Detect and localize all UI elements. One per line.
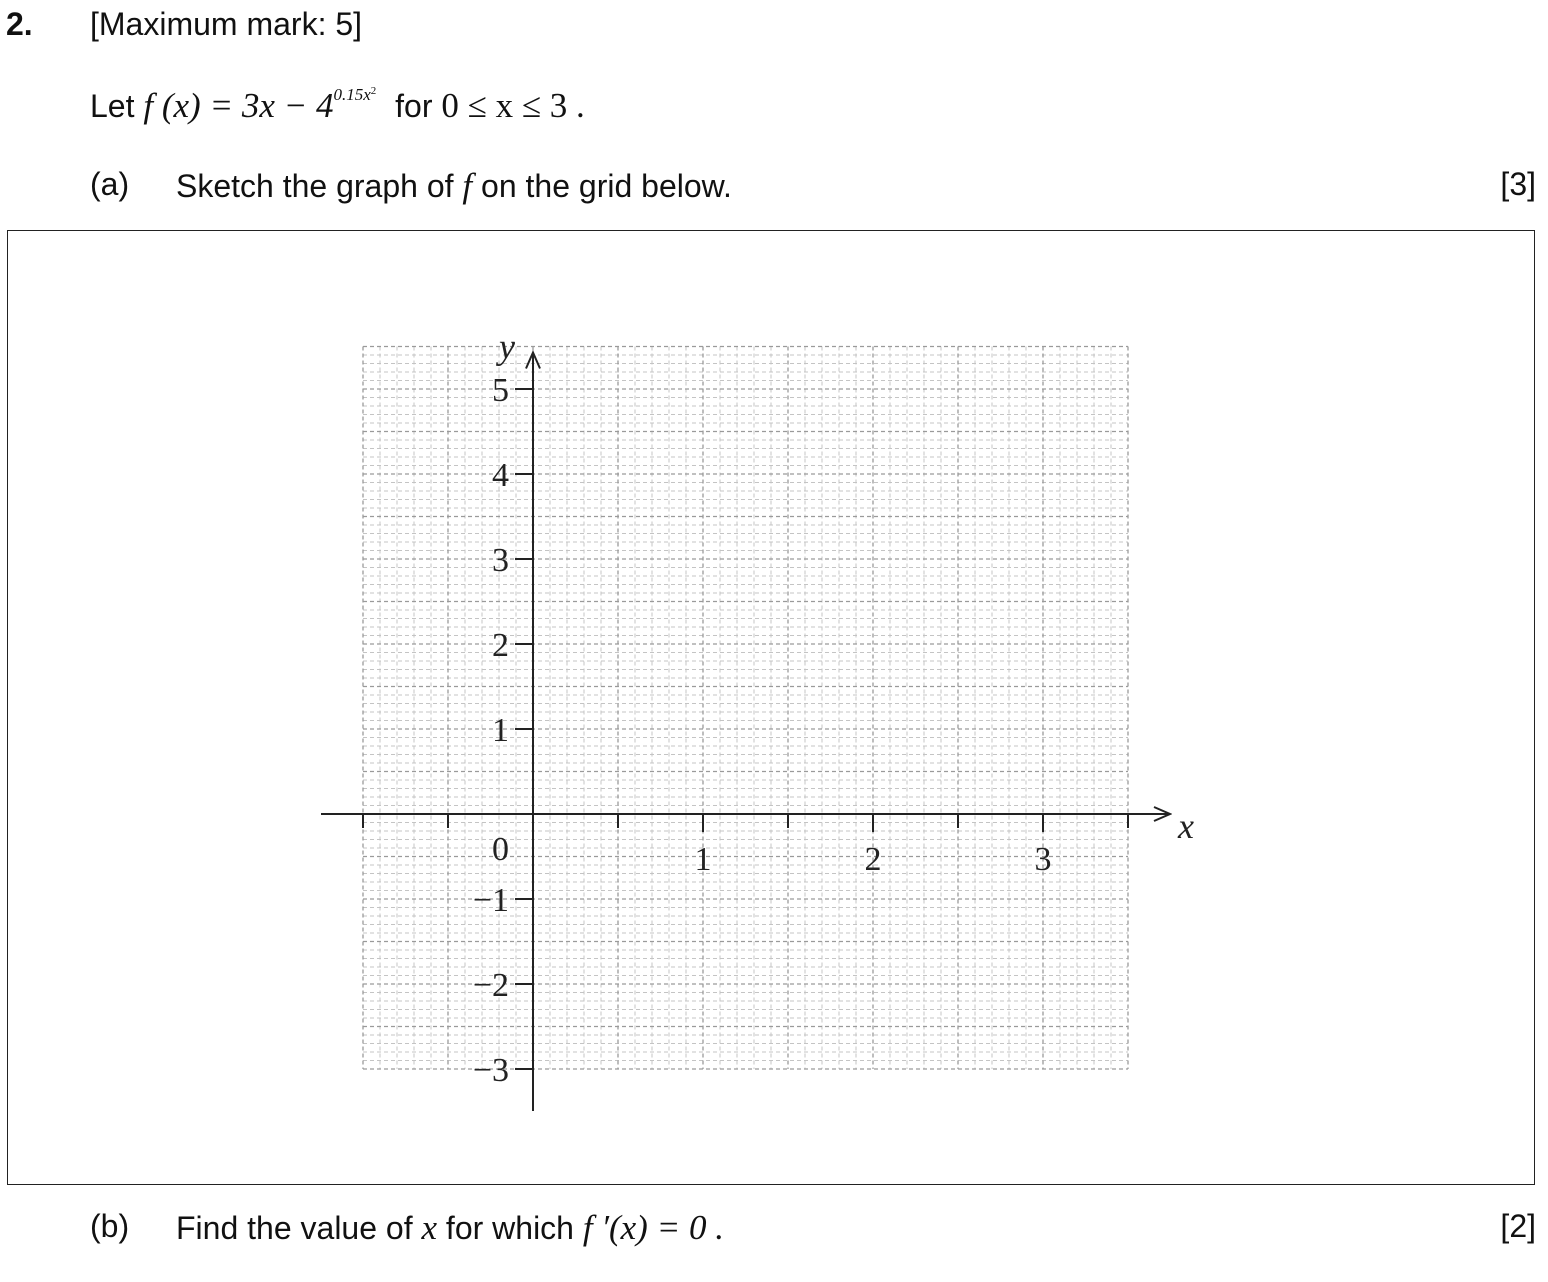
x-tick-label: 3 xyxy=(1034,841,1052,878)
exponent-power: 2 xyxy=(370,85,377,98)
y-tick-label: 1 xyxy=(492,712,509,749)
part-a-symbol: f xyxy=(462,166,473,205)
y-tick-label: 5 xyxy=(492,372,509,409)
question-number: 2. xyxy=(6,6,33,42)
x-tick-label: 2 xyxy=(864,841,882,878)
x-axis-label: x xyxy=(1178,806,1194,846)
function-expression xyxy=(143,86,376,125)
y-tick-label: −2 xyxy=(472,967,509,1004)
y-tick-label: 4 xyxy=(492,457,509,494)
part-b-label: (b) xyxy=(90,1208,130,1244)
part-b-marks: [2] xyxy=(1500,1208,1536,1244)
part-b-text-before: Find the value of xyxy=(176,1210,413,1246)
exponent-base: 0.15x xyxy=(333,85,371,105)
function-exponent xyxy=(333,85,376,104)
function-lhs: f (x) = 3x − 4 xyxy=(143,86,334,125)
maximum-mark: [Maximum mark: 5] xyxy=(90,6,363,42)
part-a-label: (a) xyxy=(90,166,130,202)
y-tick-label: 2 xyxy=(492,627,509,664)
y-tick-label: 3 xyxy=(492,542,509,579)
part-b-equation: f ′(x) = 0 . xyxy=(582,1208,724,1247)
part-a-text-after: on the grid below. xyxy=(481,168,732,204)
graph-grid[interactable] xyxy=(8,231,1536,1186)
y-axis-label: y xyxy=(499,326,515,367)
x-tick-label: 1 xyxy=(694,841,712,878)
y-tick-label: −1 xyxy=(472,882,509,919)
part-a-text-before: Sketch the graph of xyxy=(176,168,454,204)
part-b-question xyxy=(176,1208,724,1248)
part-b-text-mid: for which xyxy=(445,1210,574,1246)
domain-inequality: 0 ≤ x ≤ 3 . xyxy=(441,86,585,125)
let-prefix: Let xyxy=(90,88,135,124)
part-a-marks: [3] xyxy=(1500,166,1536,202)
graph-answer-box[interactable] xyxy=(7,230,1535,1185)
part-b-symbol-x: x xyxy=(421,1208,438,1247)
part-a-question xyxy=(176,166,732,206)
function-definition xyxy=(90,86,585,126)
domain-prefix: for xyxy=(395,88,433,124)
y-tick-label: −3 xyxy=(472,1052,509,1089)
origin-label: 0 xyxy=(492,831,509,868)
